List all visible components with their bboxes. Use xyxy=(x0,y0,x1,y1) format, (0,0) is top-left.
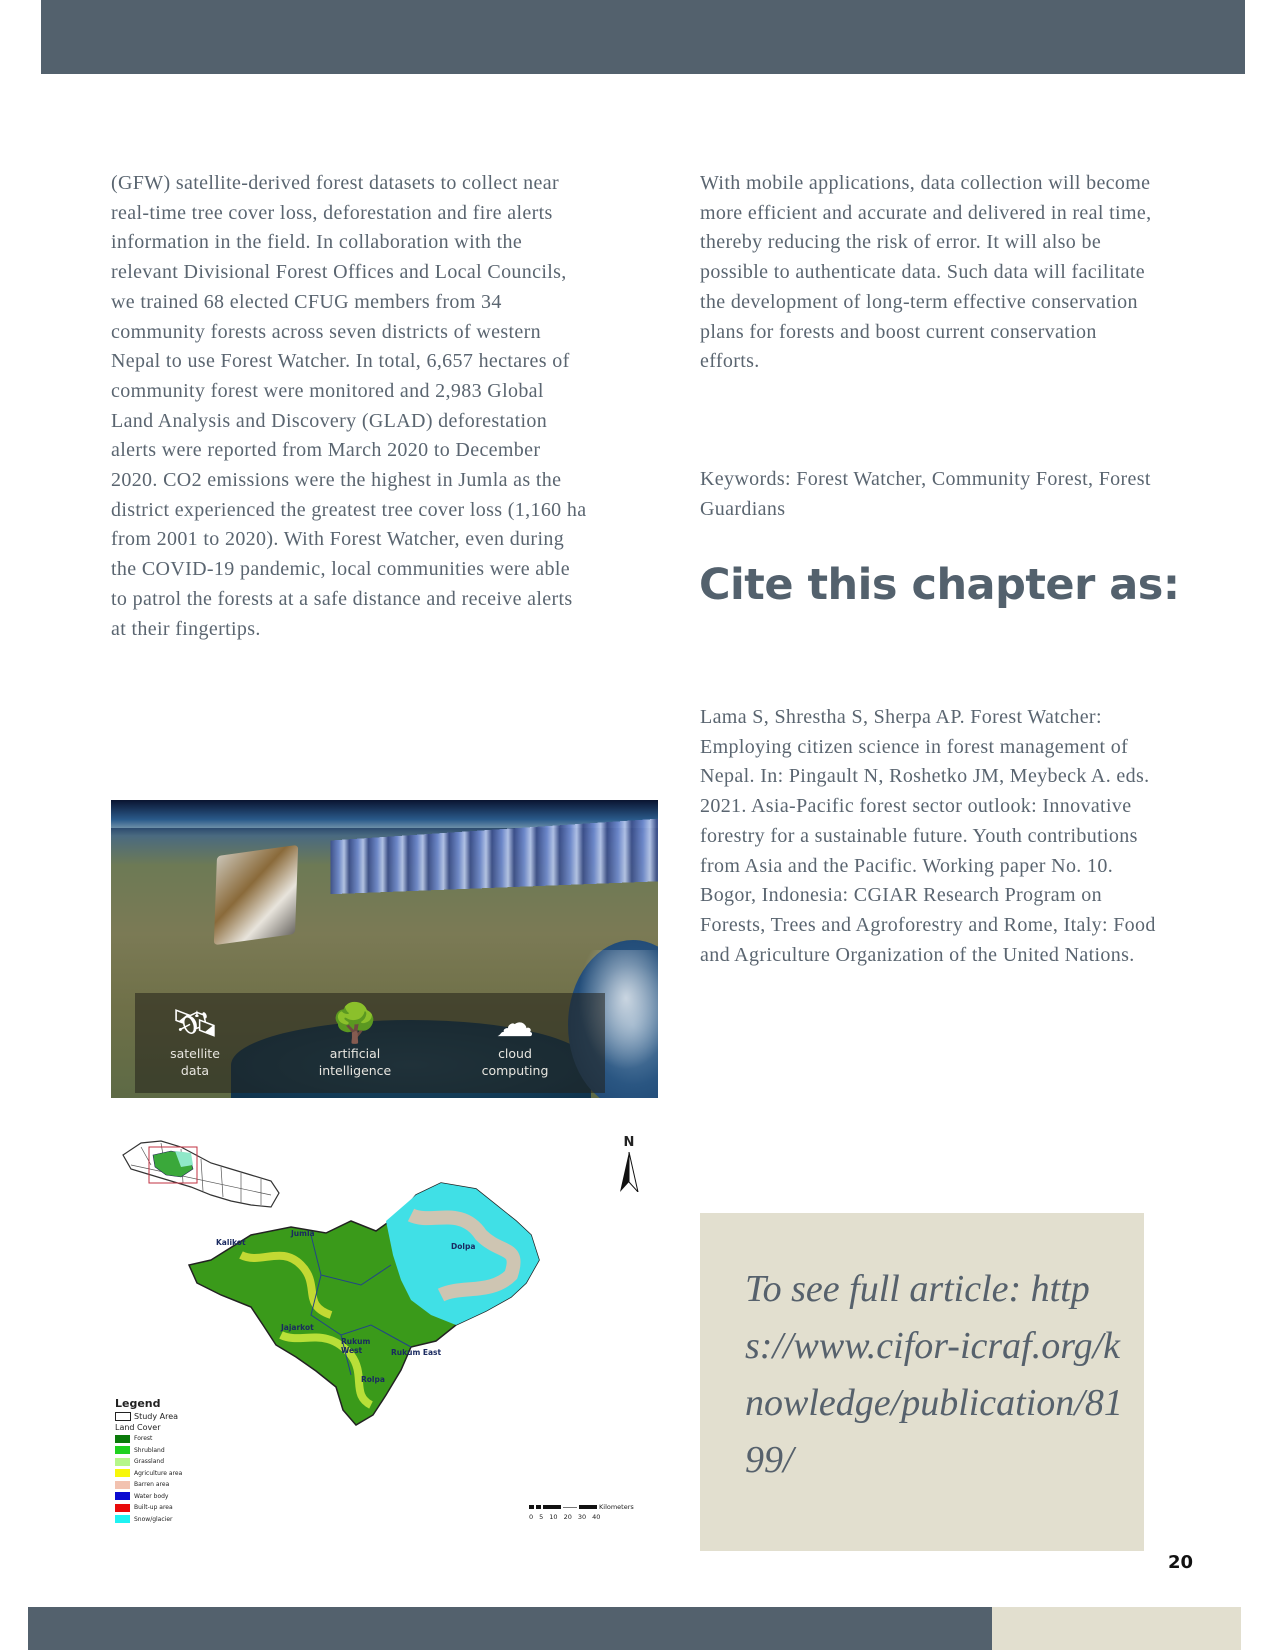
feature-label: cloud computing xyxy=(481,1046,549,1078)
legend-item xyxy=(115,1514,182,1526)
feature-label: artificial intelligence xyxy=(318,1046,392,1078)
district-label: Kalikot xyxy=(216,1238,246,1247)
scale-bar-graphic xyxy=(529,1503,634,1511)
north-arrow-icon xyxy=(618,1152,640,1192)
scale-segment xyxy=(579,1505,597,1509)
district-label: Rolpa xyxy=(361,1375,385,1384)
legend-swatch xyxy=(115,1481,130,1489)
feature-label: satellite data xyxy=(170,1046,220,1078)
legend-swatch xyxy=(115,1492,130,1500)
body-paragraph-left: (GFW) satellite-derived forest datasets to collect near real-time tree cover loss, deforestation and fire alerts information in the field. In collaboration with the relevant Divisional Forest Offices and Local Councils, we trained 68 elected CFUG members from 34 community forests across seven districts of western Nepal to use Forest Watcher. In total, 6,657 hectares of community forest were monitored and 2,983 Global Land Analysis and Discovery (GLAD) deforestation alerts were reported from March 2020 to December 2020. CO2 emissions were the highest in Jumla as the district experienced the greatest tree cover loss (1,160 ha from 2001 to 2020). With Forest Watcher, even during the COVID-19 pandemic, local communities were able to patrol the forests at a safe distance and receive alerts at their fingertips. xyxy=(111,172,587,640)
legend-swatch xyxy=(115,1515,130,1523)
full-article-link[interactable]: To see full article: https://www.cifor-icraf.org/knowledge/publication/8199/ xyxy=(745,1268,1123,1481)
feature-cloud-computing xyxy=(455,1001,575,1079)
footer-bar-dark xyxy=(28,1607,992,1650)
district-label: Jumla xyxy=(291,1229,315,1238)
legend-swatch xyxy=(115,1446,130,1454)
district-label: Dolpa xyxy=(451,1242,476,1251)
legend-swatch xyxy=(115,1458,130,1466)
legend-item xyxy=(115,1491,182,1503)
body-paragraph-right: With mobile applications, data collection will become more efficient and accurate and delivered in real time, thereby reducing the risk of error. It will also be possible to authenticate data. Such data will facilitate the development of long-term effective conservation plans for forests and boost current conservation efforts. xyxy=(700,172,1152,373)
legend-item xyxy=(115,1468,182,1480)
nepal-inset-map xyxy=(123,1141,279,1207)
keywords: Keywords: Forest Watcher, Community Forest, Forest Guardians xyxy=(700,468,1151,520)
study-area-region xyxy=(189,1183,539,1425)
study-area-swatch xyxy=(115,1412,131,1421)
legend-title: Legend xyxy=(115,1397,161,1410)
header-bar xyxy=(41,0,1245,74)
full-article-callout xyxy=(700,1213,1144,1551)
legend-item xyxy=(115,1456,182,1468)
citation-text: Lama S, Shrestha S, Sherpa AP. Forest Watcher: Employing citizen science in forest management of Nepal. In: Pingault N, Roshetko JM, Meybeck A. eds. 2021. Asia-Pacific forest sector outlook: Innovative forestry for a sustainable future. Youth contributions from Asia and the Pacific. Working paper No. 10. Bogor, Indonesia: CGIAR Research Program on Forests, Trees and Agroforestry and Rome, Italy: Food and Agriculture Organization of the United Nations. xyxy=(700,706,1156,966)
cloud-computing-icon: ☁ xyxy=(496,1001,534,1045)
scale-ticks xyxy=(529,1513,634,1521)
district-label: Rukum East xyxy=(391,1348,442,1357)
legend-item xyxy=(115,1433,182,1445)
legend-label: Built-up area xyxy=(134,1504,173,1512)
map-graphic xyxy=(111,1125,658,1533)
satellite-figure xyxy=(111,800,658,1098)
north-label: N xyxy=(623,1135,635,1150)
scale-tick-label: 0 xyxy=(529,1513,534,1521)
cite-heading: Cite this chapter as: xyxy=(699,560,1180,610)
feature-artificial-intelligence xyxy=(295,1001,415,1079)
legend-swatch xyxy=(115,1469,130,1477)
north-arrow xyxy=(614,1135,644,1192)
legend-label: Agriculture area xyxy=(134,1469,183,1477)
legend-label: Shrubland xyxy=(134,1446,165,1454)
scale-tick-label: 10 xyxy=(549,1513,558,1521)
scale-segment xyxy=(536,1505,541,1509)
legend-item xyxy=(115,1502,182,1514)
scale-unit: Kilometers xyxy=(599,1503,634,1511)
satellite-icon: 🛰 xyxy=(170,1001,220,1045)
scale-tick-label: 40 xyxy=(592,1513,601,1521)
scale-tick-label: 5 xyxy=(539,1513,544,1521)
district-label: Jajarkot xyxy=(281,1323,314,1332)
legend-study-area xyxy=(115,1412,182,1421)
legend-label: Water body xyxy=(134,1492,169,1500)
district-label: Rukum West xyxy=(341,1337,371,1355)
legend-item xyxy=(115,1445,182,1457)
page-number: 20 xyxy=(1168,1552,1194,1573)
icon-band xyxy=(135,993,605,1093)
scale-segment xyxy=(543,1505,561,1509)
legend-swatch xyxy=(115,1504,130,1512)
legend-subtitle: Land Cover xyxy=(115,1423,161,1432)
scale-segment xyxy=(529,1505,534,1509)
study-area-map xyxy=(111,1125,658,1533)
legend-item xyxy=(115,1479,182,1491)
legend-label: Grassland xyxy=(134,1458,164,1466)
legend-label: Snow/glacier xyxy=(134,1515,173,1523)
solar-panel xyxy=(330,818,658,895)
legend-swatch xyxy=(115,1435,130,1443)
feature-satellite-data xyxy=(135,1001,255,1079)
map-legend xyxy=(115,1397,182,1525)
legend-items xyxy=(115,1433,182,1525)
scale-tick-label: 30 xyxy=(577,1513,587,1521)
scale-bar xyxy=(529,1503,634,1521)
legend-label: Study Area xyxy=(134,1412,179,1421)
legend-label: Forest xyxy=(134,1435,153,1443)
footer-bar-light xyxy=(992,1607,1241,1650)
brain-tree-icon: 🌳 xyxy=(331,1001,379,1045)
scale-segment xyxy=(563,1507,577,1508)
legend-label: Barren area xyxy=(134,1481,170,1489)
scale-tick-label: 20 xyxy=(563,1513,572,1521)
satellite-body xyxy=(214,845,298,945)
